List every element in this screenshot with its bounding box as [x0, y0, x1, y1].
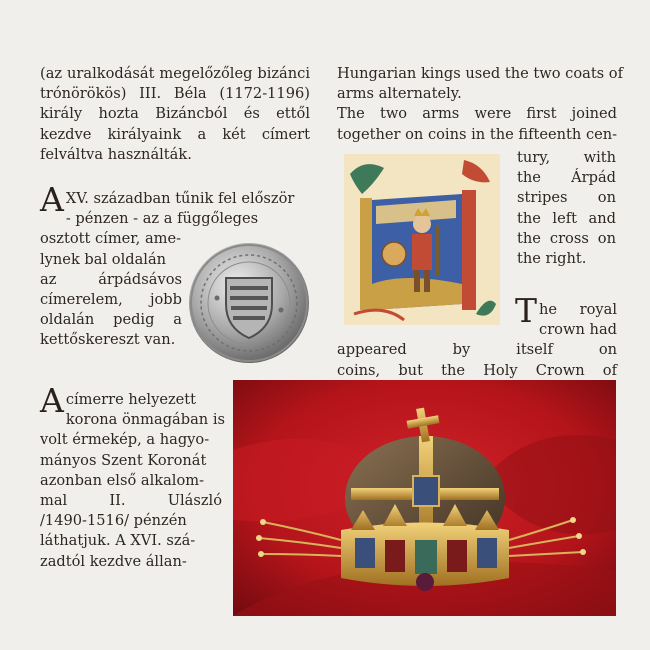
drop-cap: T [515, 291, 538, 330]
drop-cap: A [40, 381, 64, 420]
right-column [337, 64, 623, 145]
silver-coin-image [186, 240, 312, 366]
text-line: - pénzen - az a függőleges [65, 210, 259, 228]
text-line: azonban első alkalom- [40, 471, 205, 489]
text-line: stripes on [517, 189, 616, 207]
text-line: Hungarian kings used the two coats of [337, 65, 623, 82]
paragraph-side-text [517, 148, 616, 269]
text-line: the right. [517, 250, 587, 268]
paragraph-bela [40, 64, 310, 165]
text-line: The two arms were first joined [337, 105, 617, 123]
text-line: together on coins in the fifteenth cen- [337, 125, 618, 143]
text-line: címerre helyezett [65, 391, 197, 408]
drop-cap: A [40, 180, 64, 219]
text-line: the left and [517, 209, 616, 227]
text-line: osztott címer, ame- [40, 230, 182, 248]
paragraph-crown-hu [40, 381, 225, 572]
text-line: he royal [539, 301, 617, 318]
text-line: az árpádsávos [40, 270, 182, 288]
text-line: volt érmekép, a hagyo- [40, 431, 210, 449]
text-line: arms alternately. [337, 85, 462, 103]
text-line: oldalán pedig a [40, 311, 182, 329]
holy-crown-photo [233, 380, 616, 616]
text-line: kezdve királyaink a két címert [40, 125, 310, 143]
text-line: (az uralkodását megelőzőleg bizánci [40, 65, 310, 82]
text-line: /1490-1516/ pénzén [40, 512, 187, 530]
text-line: the cross on [517, 229, 616, 247]
text-line: XV. században tűnik fel először [65, 190, 295, 207]
text-line: felváltva használták. [40, 145, 192, 163]
text-line: láthatjuk. A XVI. szá- [40, 532, 196, 550]
text-line: zadtól kezdve állan- [40, 552, 187, 570]
text-line: crown had appeared by itself on [337, 321, 617, 359]
text-line: kettőskereszt van. [40, 331, 176, 349]
text-line: király hozta Bizáncból és ettől [40, 105, 310, 123]
text-line: the Árpád [517, 169, 616, 187]
text-line: korona önmagában is [65, 411, 225, 429]
text-line: coins, but the Holy Crown of [337, 361, 617, 379]
text-line: trónörökös) III. Béla (1172-1196) [40, 85, 310, 103]
left-column [40, 64, 310, 165]
text-line: címerelem, jobb [40, 291, 182, 309]
text-line: mányos Szent Koronát [40, 451, 207, 469]
text-line: tury, with [517, 149, 616, 166]
paragraph-royal-crown [337, 291, 617, 381]
text-line: lynek bal oldalán [40, 250, 167, 268]
text-line: mal II. Ulászló [40, 492, 222, 510]
